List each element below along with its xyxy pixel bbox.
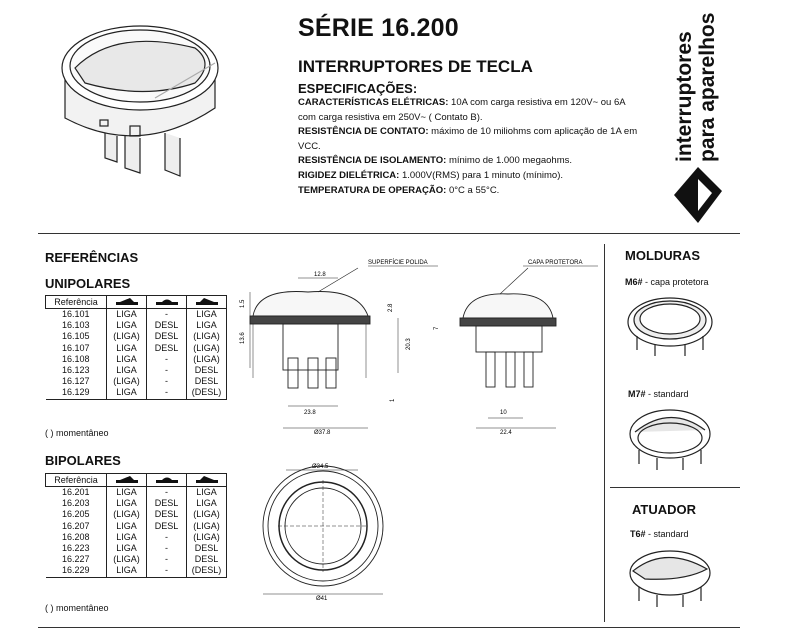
- spec-item: CARACTERÍSTICAS ELÉTRICAS: 10A com carga resistiva em 120V~ ou 6A com carga resistiva em 250V~ ( Contato B).: [298, 97, 626, 123]
- table-row: 16.129 LIGA - (DESL): [46, 387, 227, 399]
- unipolar-note: ( ) momentâneo: [45, 428, 109, 438]
- brand-text-line-1: interruptores: [673, 31, 696, 162]
- position-up-icon: [107, 296, 147, 309]
- dim-13-6: 13.6: [240, 332, 246, 344]
- table-row: 16.207 LIGA DESL (LIGA): [46, 521, 227, 532]
- table-row: 16.101 LIGA - LIGA: [46, 309, 227, 321]
- table-row: 16.205 (LIGA) DESL (LIGA): [46, 509, 227, 520]
- spec-item: RESISTÊNCIA DE CONTATO: máximo de 10 miliohms com aplicação de 1A em VCC.: [298, 126, 638, 152]
- unipolar-table: [45, 295, 227, 400]
- label-protective-cap: CAPA PROTETORA: [528, 260, 583, 266]
- m7-label: M7# - standard: [628, 389, 689, 399]
- dim-41: Ø41: [316, 596, 328, 602]
- table-row: 16.227 (LIGA) - DESL: [46, 554, 227, 565]
- frame-m7-icon: [625, 402, 715, 474]
- position-up-icon: [107, 474, 147, 487]
- spec-item: TEMPERATURA DE OPERAÇÃO: 0°C a 55°C.: [298, 184, 500, 196]
- spec-item: RIGIDEZ DIELÉTRICA: 1.000V(RMS) para 1 minuto (mínimo).: [298, 169, 564, 181]
- bipolar-note: ( ) momentâneo: [45, 603, 109, 613]
- bipolar-table: [45, 473, 227, 578]
- table-row: 16.107 LIGA DESL (LIGA): [46, 343, 227, 354]
- table-row: 16.203 LIGA DESL LIGA: [46, 498, 227, 509]
- frame-m6-icon: [625, 292, 715, 360]
- table-row: 16.229 LIGA - (DESL): [46, 565, 227, 577]
- table-row: 16.105 (LIGA) DESL (LIGA): [46, 331, 227, 342]
- dim-37-8: Ø37.8: [314, 430, 331, 436]
- m6-label: M6# - capa protetora: [625, 277, 709, 287]
- table-header-row: [46, 296, 227, 309]
- table-row: 16.223 LIGA - DESL: [46, 543, 227, 554]
- table-row: 16.208 LIGA - (LIGA): [46, 532, 227, 543]
- page-subtitle: INTERRUPTORES DE TECLA: [298, 57, 533, 76]
- dim-2-8: 2.8: [388, 303, 394, 312]
- spec-item: RESISTÊNCIA DE ISOLAMENTO: mínimo de 1.000 megaohms.: [298, 155, 573, 167]
- table-row: 16.103 LIGA DESL LIGA: [46, 320, 227, 331]
- divider-bottom: [38, 627, 740, 628]
- dim-23-8: 23.8: [304, 410, 316, 416]
- label-surface-polished: SUPERFÍCIE POLIDA: [368, 260, 428, 266]
- dim-7: 7: [434, 326, 440, 330]
- switch-product-illustration: [45, 8, 245, 188]
- table-row: 16.127 (LIGA) - DESL: [46, 376, 227, 387]
- table-row: 16.123 LIGA - DESL: [46, 365, 227, 376]
- molduras-heading: MOLDURAS: [625, 248, 701, 263]
- spec-list: [298, 96, 643, 198]
- position-center-icon: [147, 474, 187, 487]
- table-row: 16.201 LIGA - LIGA: [46, 487, 227, 499]
- divider-sidebar: [610, 487, 740, 488]
- brand-logo-icon: [672, 165, 724, 225]
- references-heading: REFERÊNCIAS: [45, 250, 139, 265]
- t6-label: T6# - standard: [630, 529, 689, 539]
- atuador-heading: ATUADOR: [632, 502, 697, 517]
- divider-top: [38, 233, 740, 234]
- dim-20-3: 20.3: [406, 338, 412, 350]
- bipolar-heading: BIPOLARES: [45, 453, 121, 468]
- dim-34-5: Ø34.5: [312, 464, 329, 470]
- position-down-icon: [187, 474, 227, 487]
- spec-heading: ESPECIFICAÇÕES:: [298, 81, 418, 96]
- dim-12-8: 12.8: [314, 272, 326, 278]
- dim-1: 1: [390, 398, 396, 402]
- technical-drawing: [238, 258, 598, 603]
- divider-vertical: [604, 244, 605, 622]
- dim-22-4: 22.4: [500, 430, 512, 436]
- column-header-reference: Referência: [46, 474, 107, 487]
- position-center-icon: [147, 296, 187, 309]
- dim-1-5: 1.5: [240, 299, 246, 308]
- position-down-icon: [187, 296, 227, 309]
- dim-10: 10: [500, 410, 507, 416]
- page-title: SÉRIE 16.200: [298, 14, 459, 42]
- brand-text-line-2: para aparelhos: [696, 12, 719, 162]
- table-row: 16.108 LIGA - (LIGA): [46, 354, 227, 365]
- table-header-row: [46, 474, 227, 487]
- actuator-t6-icon: [625, 545, 715, 613]
- column-header-reference: Referência: [46, 296, 107, 309]
- unipolar-heading: UNIPOLARES: [45, 276, 131, 291]
